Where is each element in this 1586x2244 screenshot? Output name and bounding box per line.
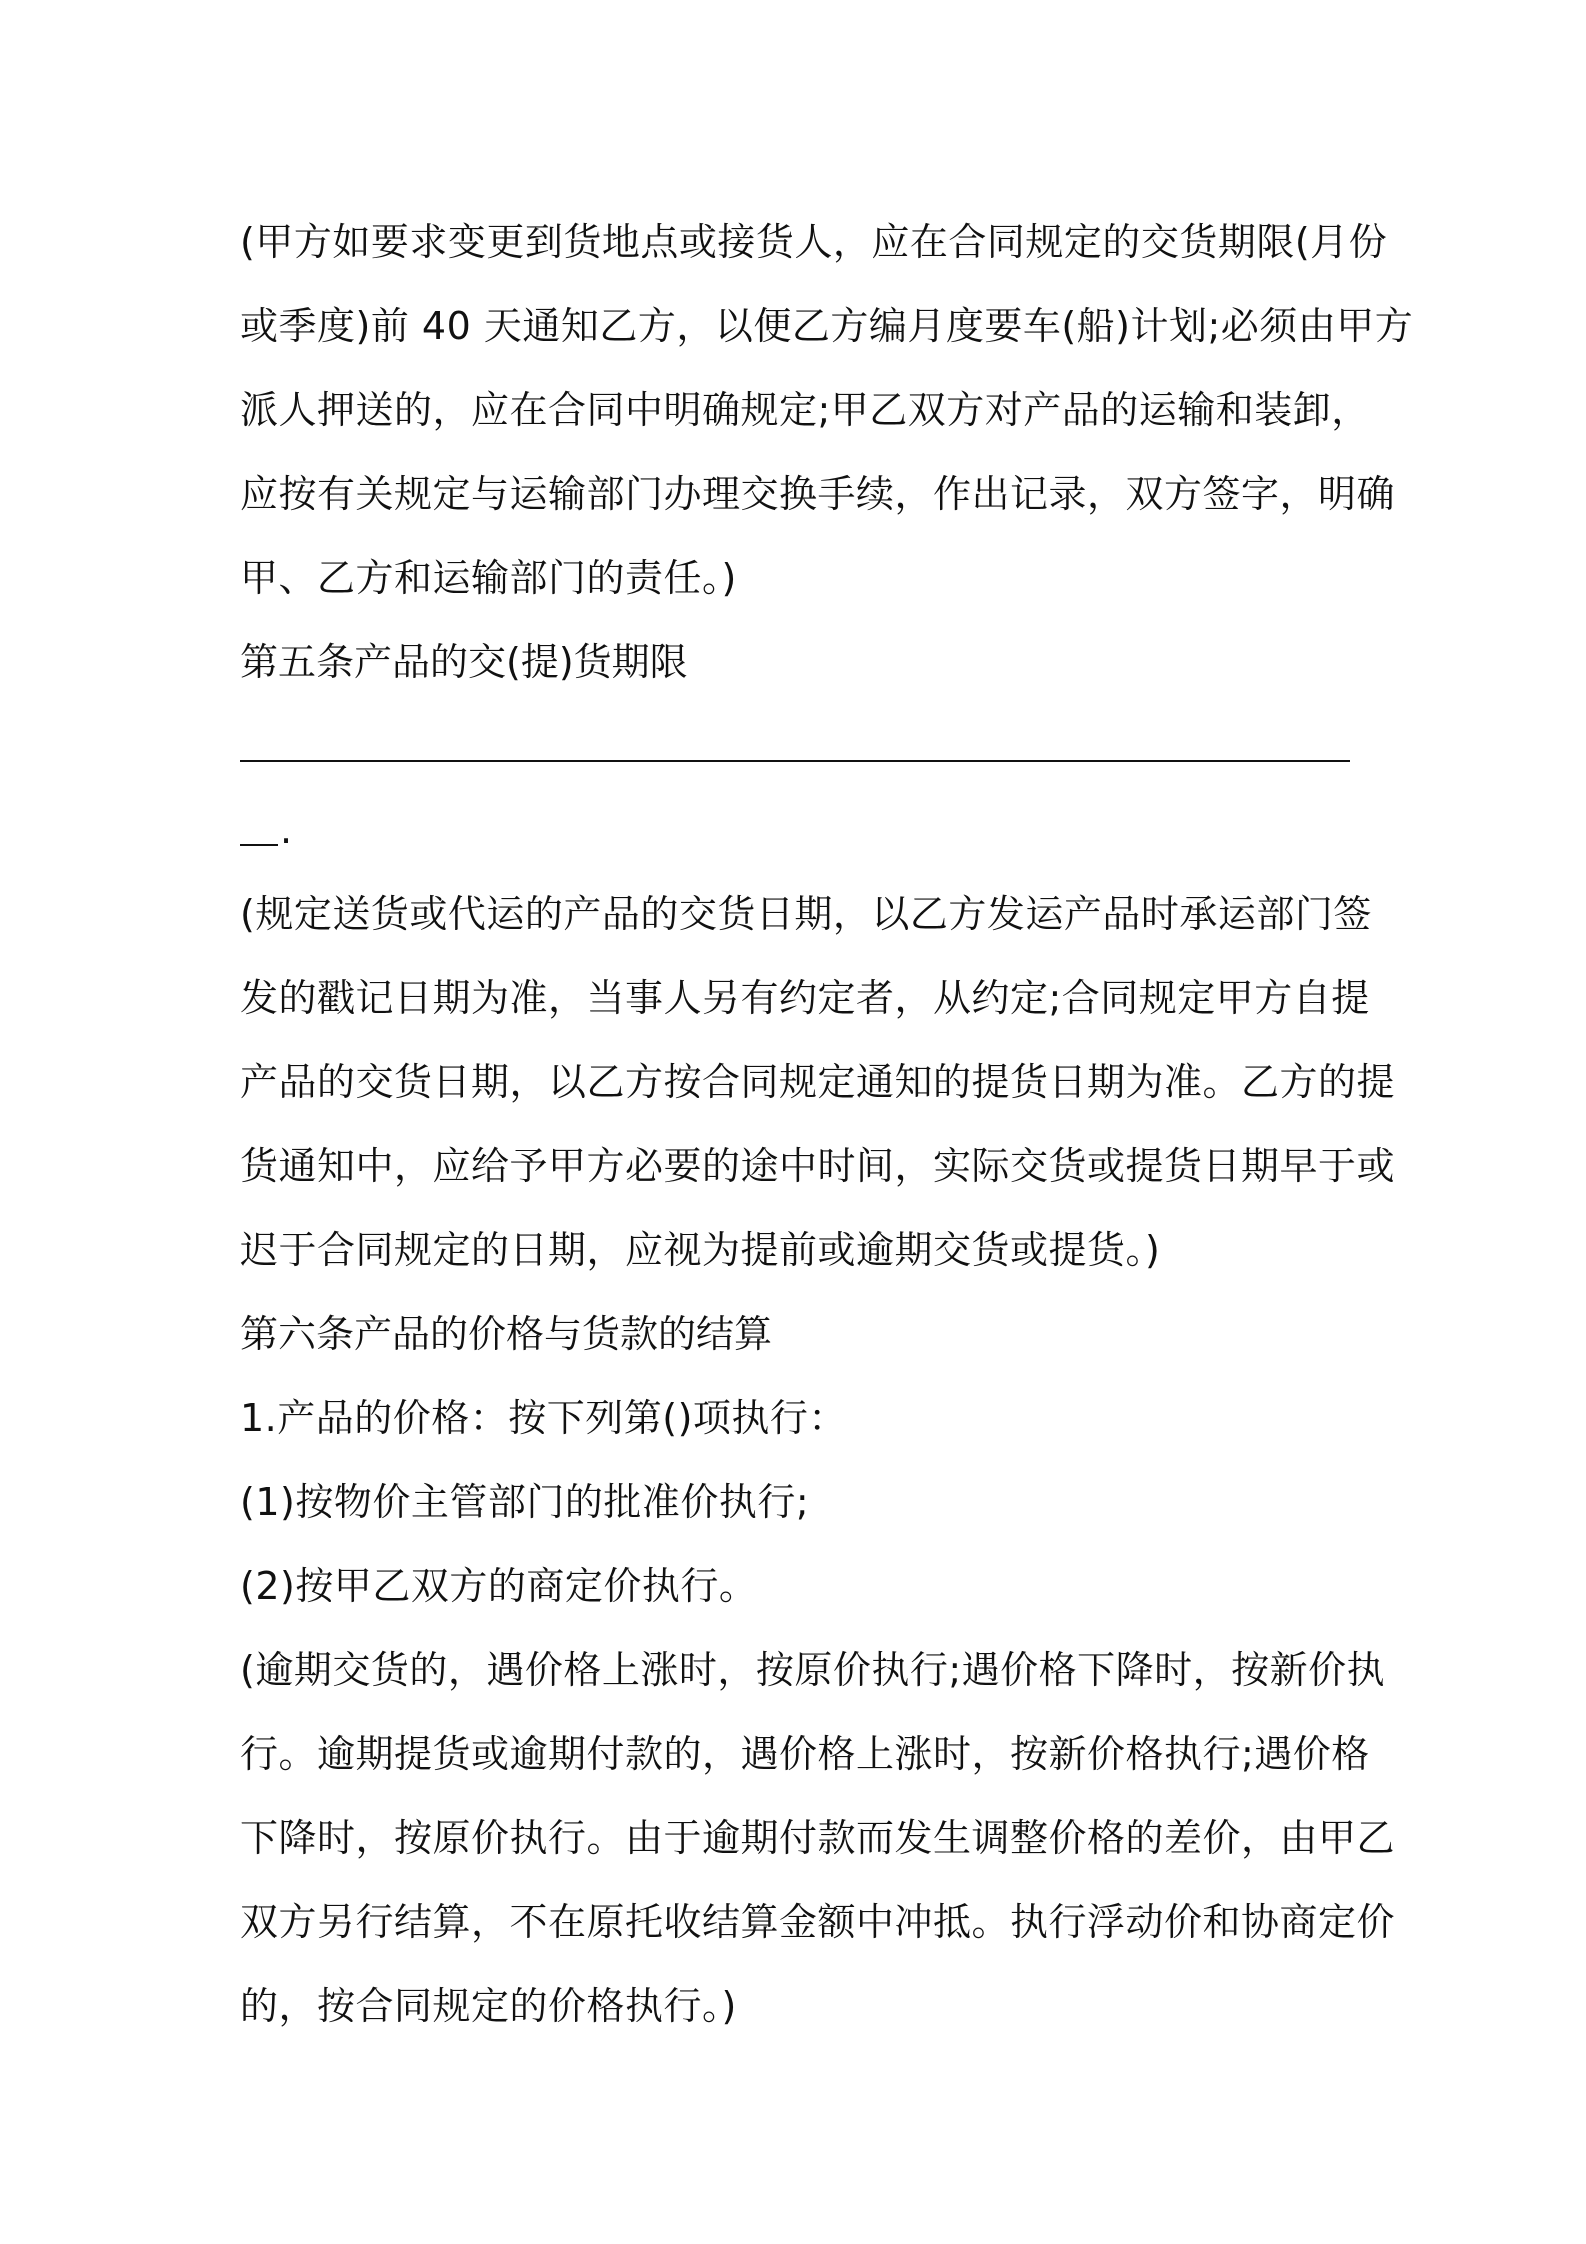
paragraph-line: 货通知中，应给予甲方必要的途中时间，实际交货或提货日期早于或 — [240, 1144, 1396, 1188]
paragraph-delivery-change — [240, 200, 1414, 620]
paragraph-line: 或季度)前 40 天通知乙方，以便乙方编月度要车(船)计划;必须由甲方 — [240, 304, 1414, 348]
paragraph-line: 双方另行结算，不在原托收结算金额中冲抵。执行浮动价和协商定价 — [240, 1900, 1396, 1944]
price-clause: 1.产品的价格：按下列第()项执行： — [240, 1396, 847, 1440]
price-option-1: (1)按物价主管部门的批准价执行; — [240, 1480, 810, 1524]
fill-in-blank-line — [240, 704, 1360, 788]
paragraph-line: 派人押送的，应在合同中明确规定;甲乙双方对产品的运输和装卸， — [240, 388, 1370, 432]
blank-underline-short — [240, 844, 278, 846]
paragraph-line: (逾期交货的，遇价格上涨时，按原价执行;遇价格下降时，按新价执 — [240, 1648, 1386, 1692]
paragraph-line: (甲方如要求变更到货地点或接货人，应在合同规定的交货期限(月份 — [240, 220, 1388, 264]
paragraph-line: (规定送货或代运的产品的交货日期，以乙方发运产品时承运部门签 — [240, 892, 1372, 936]
blank-end-period: . — [280, 808, 293, 852]
article-6-title: 第六条产品的价格与货款的结算 — [240, 1312, 773, 1356]
blank-underline — [240, 760, 1350, 762]
paragraph-line: 产品的交货日期，以乙方按合同规定通知的提货日期为准。乙方的提 — [240, 1060, 1396, 1104]
article-5-title: 第五条产品的交(提)货期限 — [240, 640, 688, 684]
price-option-2: (2)按甲乙双方的商定价执行。 — [240, 1564, 758, 1608]
paragraph-line: 甲、乙方和运输部门的责任。) — [240, 556, 737, 600]
paragraph-line: 下降时，按原价执行。由于逾期付款而发生调整价格的差价，由甲乙 — [240, 1816, 1396, 1860]
paragraph-line: 的，按合同规定的价格执行。) — [240, 1984, 737, 2028]
fill-in-blank-tail — [240, 788, 1360, 872]
paragraph-line: 发的戳记日期为准，当事人另有约定者，从约定;合同规定甲方自提 — [240, 976, 1370, 1020]
paragraph-line: 行。逾期提货或逾期付款的，遇价格上涨时，按新价格执行;遇价格 — [240, 1732, 1370, 1776]
paragraph-price-adjustment — [240, 1628, 1396, 2048]
paragraph-line: 迟于合同规定的日期，应视为提前或逾期交货或提货。) — [240, 1228, 1161, 1272]
paragraph-line: 应按有关规定与运输部门办理交换手续，作出记录，双方签字，明确 — [240, 472, 1396, 516]
document-page — [240, 200, 1414, 2048]
paragraph-delivery-date — [240, 872, 1396, 1292]
